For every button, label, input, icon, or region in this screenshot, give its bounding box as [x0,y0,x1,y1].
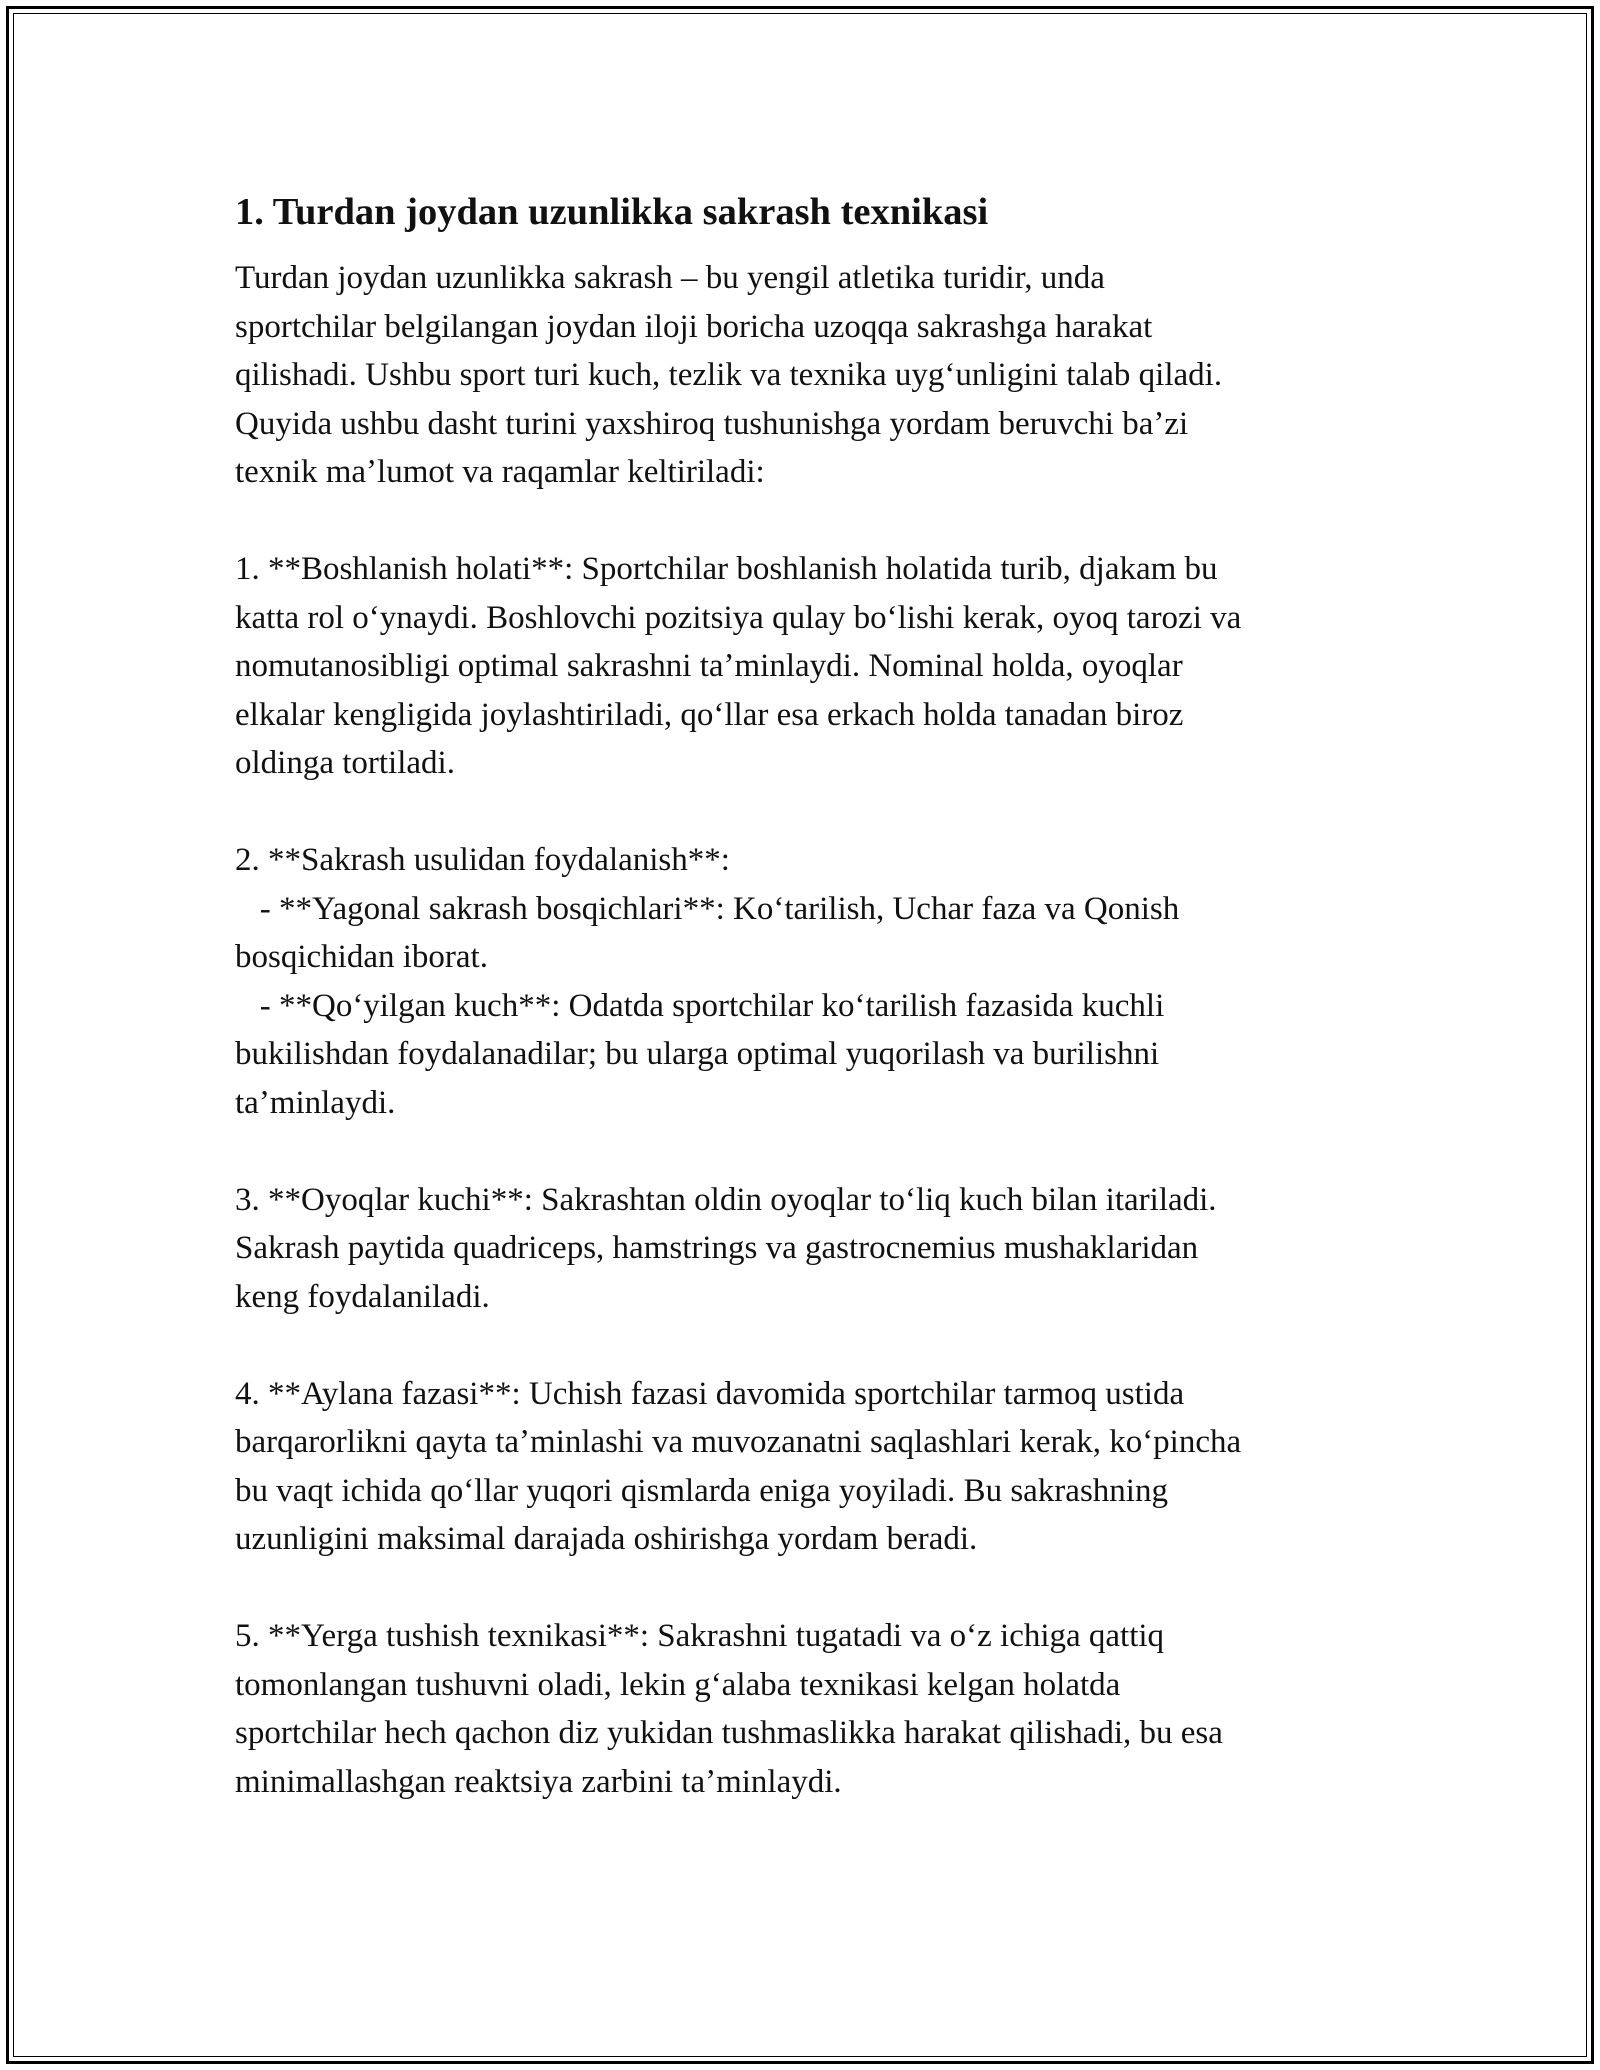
paragraph-gap [235,1127,1385,1176]
paragraph-gap [235,1321,1385,1370]
list-item-5: 5. **Yerga tushish texnikasi**: Sakrashni tugatadi va oʻz ichiga qattiq tomonlangan tushuvni oladi, lekin gʻalaba texnikasi kelgan holatda sportchilar hech qachon diz yukidan tushmaslikka harakat qilishadi, bu esa minimallashgan reaktsiya zarbini taʼminlaydi. [235,1618,1223,1800]
intro-paragraph: Turdan joydan uzunlikka sakrash – bu yengil atletika turidir, unda sportchilar belgilangan joydan iloji boricha uzoqqa sakrashga harakat qilishadi. Ushbu sport turi kuch, tezlik va texnika uygʻunligini talab qiladi. Quyida ushbu dasht turini yaxshiroq tushunishga yordam beruvchi baʼzi texnik maʼlumot va raqamlar keltiriladi: [235,260,1223,490]
paragraph-gap [235,1564,1385,1613]
document-title: 1. Turdan joydan uzunlikka sakrash texnikasi [235,191,989,233]
paragraph-gap [235,497,1385,546]
document-body [235,186,1385,1806]
list-item-3: 3. **Oyoqlar kuchi**: Sakrashtan oldin oyoqlar toʻliq kuch bilan itariladi. Sakrash paytida quadriceps, hamstrings va gastrocnemius mushaklaridan keng foydalaniladi. [235,1181,1217,1315]
list-item-1: 1. **Boshlanish holati**: Sportchilar boshlanish holatida turib, djakam bu katta rol oʻynaydi. Boshlovchi pozitsiya qulay boʻlishi kerak, oyoq tarozi va nomutanosibligi optimal sakrashni taʼminlaydi. Nominal holda, oyoqlar elkalar kengligida joylashtiriladi, qoʻllar esa erkach holda tanadan biroz oldinga tortiladi. [235,551,1242,781]
list-item-4: 4. **Aylana fazasi**: Uchish fazasi davomida sportchilar tarmoq ustida barqarorlikni qayta taʼminlashi va muvozanatni saqlashlari kerak, koʻpincha bu vaqt ichida qoʻllar yuqori qismlarda eniga yoyiladi. Bu sakrashning uzunligini maksimal darajada oshirishga yordam beradi. [235,1375,1242,1557]
paragraph-gap [235,788,1385,837]
list-item-2: 2. **Sakrash usulidan foydalanish**: - **Yagonal sakrash bosqichlari**: Koʻtarilish, Uchar faza va Qonish bosqichidan iborat. - **Qoʻyilgan kuch**: Odatda sportchilar koʻtarilish fazasida kuchli bukilishdan foydalanadilar; bu ularga optimal yuqorilash va burilishni taʼminlaydi. [235,842,1180,1121]
